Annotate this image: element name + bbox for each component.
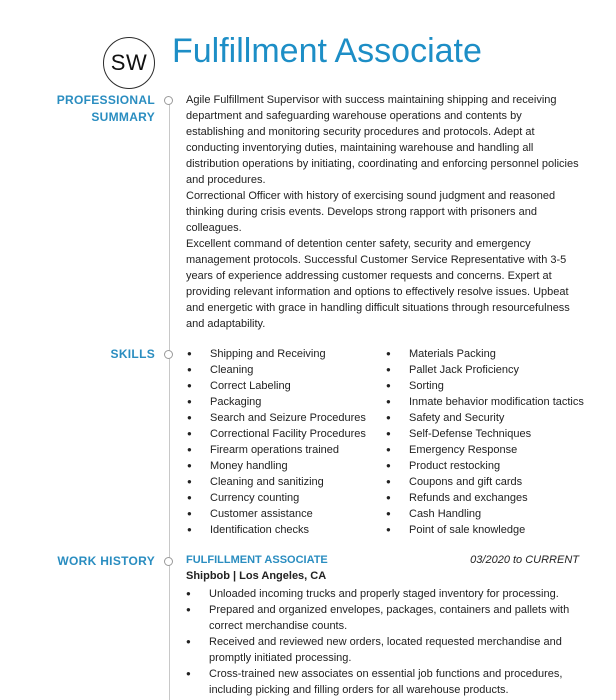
job-title: FULFILLMENT ASSOCIATE xyxy=(186,554,328,566)
skill-item: ● Currency counting xyxy=(187,490,366,506)
job-duty-item: ● Prepared and organized envelopes, packages, containers and pallets with correct merchandise counts. xyxy=(186,602,581,634)
skill-item: ● Emergency Response xyxy=(386,442,584,458)
professional-summary xyxy=(186,92,581,332)
skills-list-left xyxy=(187,346,366,538)
skill-item: ● Identification checks xyxy=(187,522,366,538)
company-location: Shipbob | Los Angeles, CA xyxy=(186,570,327,582)
summary-paragraph: Agile Fulfillment Supervisor with success maintaining shipping and receiving department and safeguarding warehouse operations and contents by establishing and monitoring security procedures and protocols. Adept at conducting inventorying duties, maintaining warehouse and handling all distribution operations by initiating, coordinating and enforcing personnel policies and procedures. xyxy=(186,94,579,186)
skill-item: ● Money handling xyxy=(187,458,366,474)
skill-item: ● Cleaning xyxy=(187,362,366,378)
skills-list-right xyxy=(386,346,584,538)
skill-item: ● Firearm operations trained xyxy=(187,442,366,458)
summary-paragraph: Excellent command of detention center safety, security and emergency management protocols. Successful Customer Service Representative with 3-5 years of experience addressing customer requests and concerns. Expert at providing relevant information and options to effectively resolve issues. Upbeat and energetic with grace in handling difficult situations through resourcefulness and adaptability. xyxy=(186,238,570,330)
section-title-work-history: WORK HISTORY xyxy=(57,554,155,568)
skill-item: ● Shipping and Receiving xyxy=(187,346,366,362)
skill-item: ● Refunds and exchanges xyxy=(386,490,584,506)
monogram-circle xyxy=(103,37,155,89)
timeline-line xyxy=(169,100,170,700)
monogram-initials: SW xyxy=(110,50,148,75)
skill-item: ● Point of sale knowledge xyxy=(386,522,584,538)
timeline-dot-work xyxy=(164,557,173,566)
skill-item: ● Customer assistance xyxy=(187,506,366,522)
skill-item: ● Pallet Jack Proficiency xyxy=(386,362,584,378)
skill-item: ● Inmate behavior modification tactics xyxy=(386,394,584,410)
skill-item: ● Safety and Security xyxy=(386,410,584,426)
skill-item: ● Correct Labeling xyxy=(187,378,366,394)
summary-paragraph: Correctional Officer with history of exercising sound judgment and reasoned thinking during crisis events. Develops strong rapport with prisoners and colleagues. xyxy=(186,190,556,234)
job-duty-item: ● Unloaded incoming trucks and properly staged inventory for processing. xyxy=(186,586,581,602)
job-dates: 03/2020 to CURRENT xyxy=(470,554,579,566)
skill-item: ● Correctional Facility Procedures xyxy=(187,426,366,442)
skill-item: ● Materials Packing xyxy=(386,346,584,362)
timeline-dot-skills xyxy=(164,350,173,359)
section-title-skills: SKILLS xyxy=(110,347,155,361)
job-duty-item: ● Cross-trained new associates on essential job functions and procedures, including picking and filling orders for all warehouse products. xyxy=(186,666,581,698)
skill-item: ● Product restocking xyxy=(386,458,584,474)
skill-item: ● Cash Handling xyxy=(386,506,584,522)
timeline-dot-summary xyxy=(164,96,173,105)
skill-item: ● Packaging xyxy=(187,394,366,410)
job-duty-item: ● Received and reviewed new orders, located requested merchandise and promptly initiated processing. xyxy=(186,634,581,666)
job-duties-list xyxy=(186,586,581,698)
skill-item: ● Search and Seizure Procedures xyxy=(187,410,366,426)
skill-item: ● Cleaning and sanitizing xyxy=(187,474,366,490)
skill-item: ● Coupons and gift cards xyxy=(386,474,584,490)
section-title-summary: PROFESSIONAL SUMMARY xyxy=(56,93,155,124)
skill-item: ● Self-Defense Techniques xyxy=(386,426,584,442)
resume-name: Fulfillment Associate xyxy=(172,32,482,70)
skill-item: ● Sorting xyxy=(386,378,584,394)
